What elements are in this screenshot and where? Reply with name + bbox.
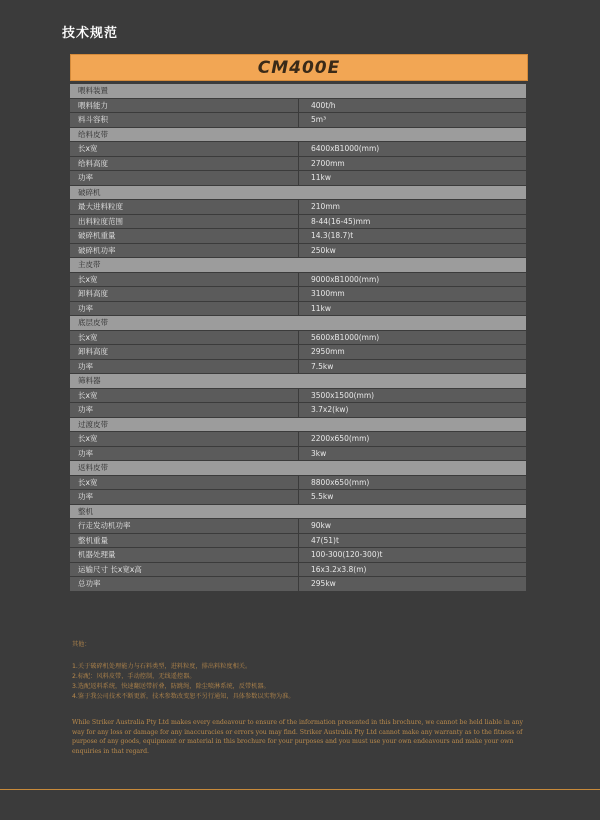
spec-value: 2950mm	[299, 345, 526, 359]
spec-value: 6400xB1000(mm)	[299, 142, 526, 156]
spec-label: 最大进料粒度	[70, 200, 298, 214]
spec-label: 卸料高度	[70, 345, 298, 359]
spec-section-header: 给料皮带	[70, 128, 526, 142]
spec-label: 功率	[70, 302, 298, 316]
disclaimer-text: While Striker Australia Pty Ltd makes every endeavour to ensure of the information presented in this brochure, we cannot be held liable in any way for any loss or damage for any inaccuracies or errors you may find. Striker Australia Pty Ltd cannot make any warranty as to the fitness of purpose of any goods, equipment or material in this brochure for your purposes and you must use your own endeavours and make your own enquiries in that regard.	[72, 719, 523, 755]
spec-section-header: 底层皮带	[70, 316, 526, 330]
spec-label: 功率	[70, 360, 298, 374]
spec-value: 5600xB1000(mm)	[299, 331, 526, 345]
spec-row	[70, 432, 526, 446]
spec-row	[70, 519, 526, 533]
spec-label: 长x宽	[70, 432, 298, 446]
spec-row	[70, 389, 526, 403]
spec-label: 行走发动机功率	[70, 519, 298, 533]
spec-value: 11kw	[299, 302, 526, 316]
note-item: 3.选配返料系统，快速翻送带折叠，防跳绳，除尘喷淋系统，反带机器。	[72, 683, 270, 690]
spec-label: 运输尺寸 长x宽x高	[70, 563, 298, 577]
spec-row	[70, 113, 526, 127]
spec-value: 9000xB1000(mm)	[299, 273, 526, 287]
spec-value: 3500x1500(mm)	[299, 389, 526, 403]
note-item: 1.关于破碎机处理能力与石料类型，进料粒度，排出料粒度相关。	[72, 663, 252, 670]
spec-value: 8800x650(mm)	[299, 476, 526, 490]
spec-value: 250kw	[299, 244, 526, 258]
spec-label: 破碎机重量	[70, 229, 298, 243]
spec-value: 11kw	[299, 171, 526, 185]
spec-label: 喂料能力	[70, 99, 298, 113]
spec-table	[70, 84, 526, 592]
spec-value: 2200x650(mm)	[299, 432, 526, 446]
note-item: 4.鉴于我公司技术不断更新，技术参数改变恕不另行通知，具体参数以实物为准。	[72, 693, 295, 700]
spec-section-header: 喂料装置	[70, 84, 526, 98]
spec-section-header: 整机	[70, 505, 526, 519]
spec-row	[70, 142, 526, 156]
spec-value: 5.5kw	[299, 490, 526, 504]
notes-section	[72, 640, 532, 756]
spec-label: 料斗容积	[70, 113, 298, 127]
spec-label: 整机重量	[70, 534, 298, 548]
spec-value: 3kw	[299, 447, 526, 461]
footer-divider	[0, 789, 600, 790]
spec-row	[70, 229, 526, 243]
spec-row	[70, 157, 526, 171]
spec-value: 8-44(16-45)mm	[299, 215, 526, 229]
spec-row	[70, 302, 526, 316]
spec-row	[70, 548, 526, 562]
spec-label: 长x宽	[70, 273, 298, 287]
spec-label: 机器处理量	[70, 548, 298, 562]
spec-row	[70, 563, 526, 577]
spec-section-header: 过渡皮带	[70, 418, 526, 432]
spec-row	[70, 273, 526, 287]
spec-value: 3100mm	[299, 287, 526, 301]
spec-value: 14.3(18.7)t	[299, 229, 526, 243]
spec-section-header: 返料皮带	[70, 461, 526, 475]
spec-row	[70, 534, 526, 548]
spec-value: 7.5kw	[299, 360, 526, 374]
spec-label: 破碎机功率	[70, 244, 298, 258]
spec-value: 295kw	[299, 577, 526, 591]
spec-row	[70, 200, 526, 214]
spec-row	[70, 476, 526, 490]
spec-label: 功率	[70, 490, 298, 504]
spec-value: 47(51)t	[299, 534, 526, 548]
spec-value: 2700mm	[299, 157, 526, 171]
spec-value: 100-300(120-300)t	[299, 548, 526, 562]
note-item: 2.标配：风料皮带，手动控制，无线遥控器。	[72, 673, 196, 680]
spec-row	[70, 403, 526, 417]
spec-row	[70, 244, 526, 258]
spec-value: 3.7x2(kw)	[299, 403, 526, 417]
spec-section-header: 主皮带	[70, 258, 526, 272]
spec-section-header: 破碎机	[70, 186, 526, 200]
spec-label: 功率	[70, 171, 298, 185]
spec-label: 功率	[70, 447, 298, 461]
spec-label: 长x宽	[70, 389, 298, 403]
spec-row	[70, 447, 526, 461]
model-banner: CM400E	[70, 54, 528, 81]
spec-label: 长x宽	[70, 142, 298, 156]
spec-label: 卸料高度	[70, 287, 298, 301]
spec-row	[70, 577, 526, 591]
spec-row	[70, 331, 526, 345]
spec-value: 210mm	[299, 200, 526, 214]
notes-title: 其他：	[72, 641, 91, 648]
spec-row	[70, 287, 526, 301]
spec-label: 总功率	[70, 577, 298, 591]
spec-section-header: 筛料器	[70, 374, 526, 388]
spec-label: 长x宽	[70, 331, 298, 345]
spec-value: 90kw	[299, 519, 526, 533]
spec-row	[70, 490, 526, 504]
spec-label: 给料高度	[70, 157, 298, 171]
spec-row	[70, 99, 526, 113]
spec-row	[70, 171, 526, 185]
spec-row	[70, 345, 526, 359]
spec-value: 400t/h	[299, 99, 526, 113]
page-title: 技术规范	[62, 26, 119, 41]
spec-label: 功率	[70, 403, 298, 417]
spec-row	[70, 360, 526, 374]
spec-row	[70, 215, 526, 229]
spec-value: 16x3.2x3.8(m)	[299, 563, 526, 577]
spec-value: 5m³	[299, 113, 526, 127]
spec-label: 长x宽	[70, 476, 298, 490]
spec-label: 出料粒度范围	[70, 215, 298, 229]
